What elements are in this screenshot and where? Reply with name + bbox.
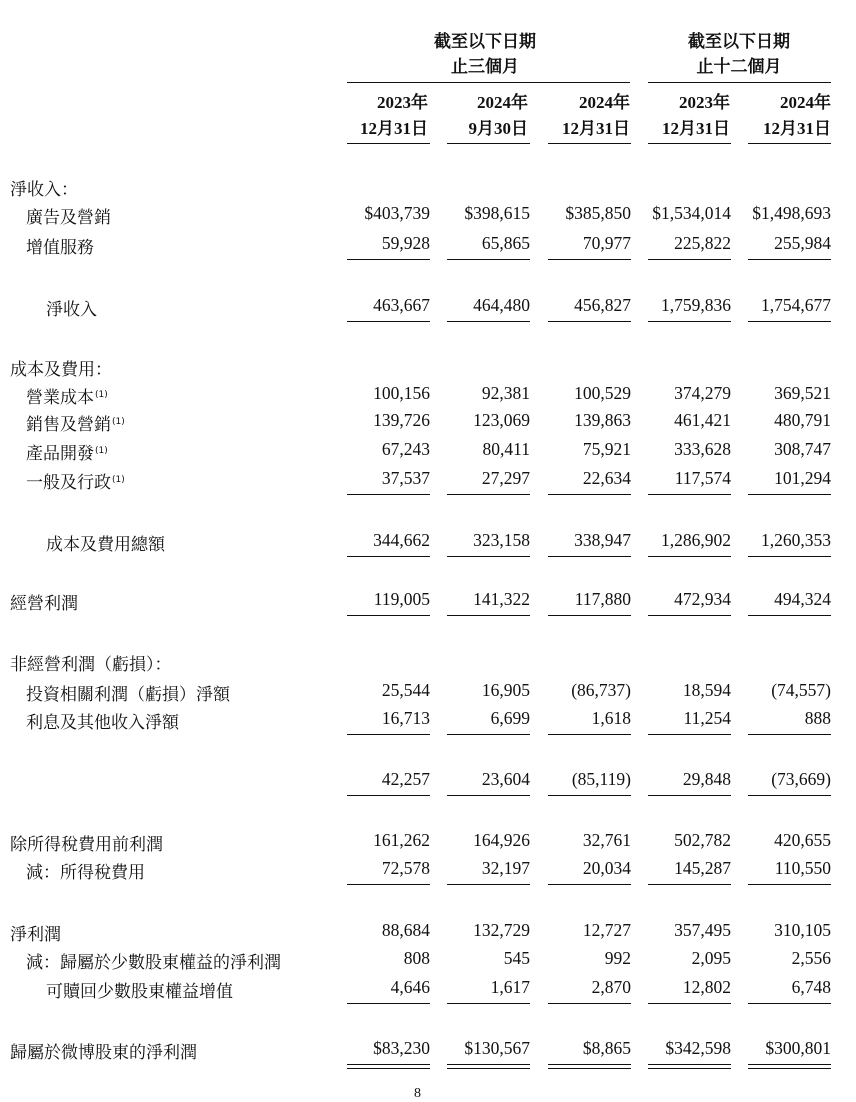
- underline: [447, 1003, 530, 1004]
- row-label-text: 成本及費用總額: [46, 535, 165, 555]
- value-cell: $1,534,014: [652, 203, 731, 223]
- row-label: [10, 355, 112, 380]
- row-label: [10, 1038, 197, 1063]
- column-header: [530, 90, 630, 142]
- group-header-twelve-months: [684, 30, 794, 80]
- value-cell: 20,034: [582, 858, 631, 878]
- row-label: [26, 948, 281, 973]
- row-label: [26, 410, 125, 435]
- row-label-text: 淨收入：: [10, 180, 78, 200]
- value-cell: 2,556: [791, 948, 831, 968]
- underline: [748, 1003, 831, 1004]
- row-label: [26, 708, 179, 733]
- underline: [748, 884, 831, 885]
- value-cell: 100,156: [373, 383, 430, 403]
- group-header-line1: 截至以下日期: [688, 32, 790, 52]
- page-number: 8: [414, 1086, 421, 1101]
- underline: [447, 615, 530, 616]
- column-year: 2023年: [679, 93, 730, 112]
- column-header: [340, 90, 428, 142]
- value-cell: 132,729: [473, 920, 530, 940]
- value-cell: 16,905: [481, 680, 530, 700]
- row-label-text: 歸屬於微博股東的淨利潤: [10, 1043, 197, 1063]
- underline: [648, 1003, 731, 1004]
- value-cell: 255,984: [774, 233, 831, 253]
- underline: [447, 321, 530, 322]
- row-label: [26, 233, 94, 258]
- row-label: [10, 175, 78, 200]
- row-label: [10, 920, 61, 945]
- value-cell: 480,791: [774, 410, 831, 430]
- row-label-text: 一般及行政: [26, 473, 111, 493]
- underline: [748, 556, 831, 557]
- group-header-underline: [648, 82, 831, 83]
- value-cell: 119,005: [373, 589, 430, 609]
- value-cell: 1,617: [490, 977, 530, 997]
- value-cell: 100,529: [574, 383, 631, 403]
- value-cell: (74,557): [771, 680, 831, 700]
- value-cell: 32,197: [481, 858, 530, 878]
- column-header: [630, 90, 730, 142]
- underline: [548, 321, 631, 322]
- column-year: 2024年: [579, 93, 630, 112]
- row-label: [46, 977, 233, 1002]
- row-label: [26, 680, 230, 705]
- row-label: [26, 383, 108, 408]
- row-label-text: 可贖回少數股東權益增值: [46, 982, 233, 1002]
- value-cell: 456,827: [574, 295, 631, 315]
- underline: [447, 734, 530, 735]
- underline: [347, 556, 430, 557]
- column-date: 9月30日: [468, 119, 528, 138]
- value-cell: 374,279: [674, 383, 731, 403]
- underline: [648, 556, 731, 557]
- value-cell: 808: [403, 948, 430, 968]
- row-label: [10, 589, 78, 614]
- value-cell: 2,870: [591, 977, 631, 997]
- value-cell: 72,578: [381, 858, 430, 878]
- row-label-text: 經營利潤: [10, 594, 78, 614]
- value-cell: 463,667: [373, 295, 430, 315]
- value-cell: 23,604: [481, 769, 530, 789]
- underline: [548, 795, 631, 796]
- underline: [447, 884, 530, 885]
- value-cell: 461,421: [674, 410, 731, 430]
- value-cell: 11,254: [683, 708, 731, 728]
- row-label: [26, 858, 145, 883]
- underline: [347, 494, 430, 495]
- footnote-marker: (1): [112, 417, 125, 427]
- row-label: [46, 530, 165, 555]
- value-cell: 70,977: [582, 233, 631, 253]
- value-cell: 80,411: [482, 439, 530, 459]
- row-label-text: 減：所得稅費用: [26, 863, 145, 883]
- column-year: 2023年: [377, 93, 428, 112]
- row-label-text: 營業成本: [26, 388, 94, 408]
- double-underline: [648, 1064, 731, 1069]
- row-label-text: 非經營利潤（虧損）：: [10, 655, 172, 675]
- value-cell: $403,739: [364, 203, 430, 223]
- value-cell: 344,662: [373, 530, 430, 550]
- value-cell: 1,759,836: [661, 295, 731, 315]
- underline: [548, 884, 631, 885]
- value-cell: 1,286,902: [661, 530, 731, 550]
- row-label-text: 利息及其他收入淨額: [26, 713, 179, 733]
- value-cell: 29,848: [682, 769, 731, 789]
- value-cell: $83,230: [373, 1038, 430, 1058]
- footnote-marker: (1): [95, 446, 108, 456]
- value-cell: (85,119): [571, 769, 631, 789]
- underline: [347, 321, 430, 322]
- column-underline: [447, 143, 530, 144]
- column-underline: [347, 143, 430, 144]
- value-cell: $342,598: [665, 1038, 731, 1058]
- row-label-text: 銷售及營銷: [26, 415, 111, 435]
- underline: [447, 795, 530, 796]
- underline: [548, 615, 631, 616]
- underline: [548, 556, 631, 557]
- value-cell: 333,628: [674, 439, 731, 459]
- underline: [548, 734, 631, 735]
- underline: [648, 494, 731, 495]
- value-cell: 25,544: [381, 680, 430, 700]
- double-underline: [347, 1064, 430, 1069]
- underline: [748, 494, 831, 495]
- double-underline: [748, 1064, 831, 1069]
- underline: [648, 795, 731, 796]
- underline: [548, 259, 631, 260]
- value-cell: 37,537: [381, 468, 430, 488]
- group-header-three-months: [430, 30, 540, 80]
- footnote-marker: (1): [112, 475, 125, 485]
- value-cell: 139,863: [574, 410, 631, 430]
- value-cell: 1,754,677: [761, 295, 831, 315]
- row-label-text: 產品開發: [26, 444, 94, 464]
- group-header-underline: [347, 82, 630, 83]
- row-label-text: 淨收入: [46, 300, 97, 320]
- value-cell: $130,567: [464, 1038, 530, 1058]
- value-cell: 92,381: [481, 383, 530, 403]
- value-cell: 18,594: [682, 680, 731, 700]
- value-cell: 369,521: [774, 383, 831, 403]
- column-date: 12月31日: [360, 119, 428, 138]
- underline: [447, 259, 530, 260]
- underline: [648, 734, 731, 735]
- double-underline: [447, 1064, 530, 1069]
- row-label-text: 淨利潤: [10, 925, 61, 945]
- value-cell: 338,947: [574, 530, 631, 550]
- underline: [347, 259, 430, 260]
- value-cell: 310,105: [774, 920, 831, 940]
- row-label-text: 投資相關利潤（虧損）淨額: [26, 685, 230, 705]
- value-cell: 992: [604, 948, 631, 968]
- value-cell: 145,287: [674, 858, 731, 878]
- value-cell: 1,618: [591, 708, 631, 728]
- value-cell: 472,934: [674, 589, 731, 609]
- underline: [748, 259, 831, 260]
- row-label: [26, 439, 108, 464]
- underline: [648, 321, 731, 322]
- value-cell: 12,727: [582, 920, 631, 940]
- row-label: [26, 468, 125, 493]
- value-cell: 110,550: [774, 858, 831, 878]
- value-cell: 420,655: [774, 830, 831, 850]
- value-cell: 1,260,353: [761, 530, 831, 550]
- footnote-marker: (1): [95, 390, 108, 400]
- value-cell: 59,928: [381, 233, 430, 253]
- value-cell: (86,737): [571, 680, 631, 700]
- value-cell: 117,574: [674, 468, 731, 488]
- value-cell: 164,926: [473, 830, 530, 850]
- value-cell: 4,646: [390, 977, 430, 997]
- underline: [748, 795, 831, 796]
- value-cell: 27,297: [481, 468, 530, 488]
- column-header: [430, 90, 528, 142]
- value-cell: 2,095: [691, 948, 731, 968]
- underline: [347, 734, 430, 735]
- row-label: [46, 295, 97, 320]
- value-cell: 123,069: [473, 410, 530, 430]
- underline: [347, 795, 430, 796]
- column-header: [730, 90, 831, 142]
- value-cell: (73,669): [771, 769, 831, 789]
- column-date: 12月31日: [763, 119, 831, 138]
- column-underline: [748, 143, 831, 144]
- value-cell: 141,322: [473, 589, 530, 609]
- column-date: 12月31日: [562, 119, 630, 138]
- value-cell: 32,761: [582, 830, 631, 850]
- value-cell: 75,921: [582, 439, 631, 459]
- value-cell: $8,865: [582, 1038, 631, 1058]
- value-cell: 22,634: [582, 468, 631, 488]
- group-header-line2: 止十二個月: [696, 57, 782, 77]
- value-cell: 65,865: [481, 233, 530, 253]
- value-cell: 308,747: [774, 439, 831, 459]
- value-cell: 6,748: [791, 977, 831, 997]
- value-cell: 88,684: [381, 920, 430, 940]
- underline: [447, 556, 530, 557]
- row-label-text: 廣告及營銷: [26, 208, 111, 228]
- value-cell: 139,726: [373, 410, 430, 430]
- value-cell: 161,262: [373, 830, 430, 850]
- value-cell: 6,699: [490, 708, 530, 728]
- row-label: [10, 650, 172, 675]
- column-year: 2024年: [780, 93, 831, 112]
- value-cell: 67,243: [381, 439, 430, 459]
- value-cell: 12,802: [682, 977, 731, 997]
- value-cell: $385,850: [565, 203, 631, 223]
- row-label: [10, 830, 163, 855]
- value-cell: 16,713: [381, 708, 430, 728]
- value-cell: 101,294: [774, 468, 831, 488]
- value-cell: 502,782: [674, 830, 731, 850]
- column-underline: [648, 143, 731, 144]
- value-cell: 545: [503, 948, 530, 968]
- underline: [548, 494, 631, 495]
- value-cell: 888: [804, 708, 831, 728]
- row-label-text: 除所得稅費用前利潤: [10, 835, 163, 855]
- value-cell: 42,257: [381, 769, 430, 789]
- column-date: 12月31日: [662, 119, 730, 138]
- value-cell: 117,880: [574, 589, 631, 609]
- underline: [347, 1003, 430, 1004]
- underline: [648, 615, 731, 616]
- underline: [347, 884, 430, 885]
- value-cell: 464,480: [473, 295, 530, 315]
- column-year: 2024年: [477, 93, 528, 112]
- row-label-text: 成本及費用：: [10, 360, 112, 380]
- underline: [447, 494, 530, 495]
- value-cell: 323,158: [473, 530, 530, 550]
- value-cell: 494,324: [774, 589, 831, 609]
- underline: [748, 321, 831, 322]
- column-underline: [548, 143, 631, 144]
- value-cell: $300,801: [765, 1038, 831, 1058]
- underline: [648, 884, 731, 885]
- group-header-line1: 截至以下日期: [434, 32, 536, 52]
- underline: [748, 734, 831, 735]
- value-cell: 357,495: [674, 920, 731, 940]
- underline: [748, 615, 831, 616]
- underline: [648, 259, 731, 260]
- row-label-text: 增值服務: [26, 238, 94, 258]
- value-cell: 225,822: [674, 233, 731, 253]
- underline: [548, 1003, 631, 1004]
- value-cell: $398,615: [464, 203, 530, 223]
- double-underline: [548, 1064, 631, 1069]
- underline: [347, 615, 430, 616]
- group-header-line2: 止三個月: [451, 57, 519, 77]
- row-label-text: 減：歸屬於少數股東權益的淨利潤: [26, 953, 281, 973]
- value-cell: $1,498,693: [752, 203, 831, 223]
- row-label: [26, 203, 111, 228]
